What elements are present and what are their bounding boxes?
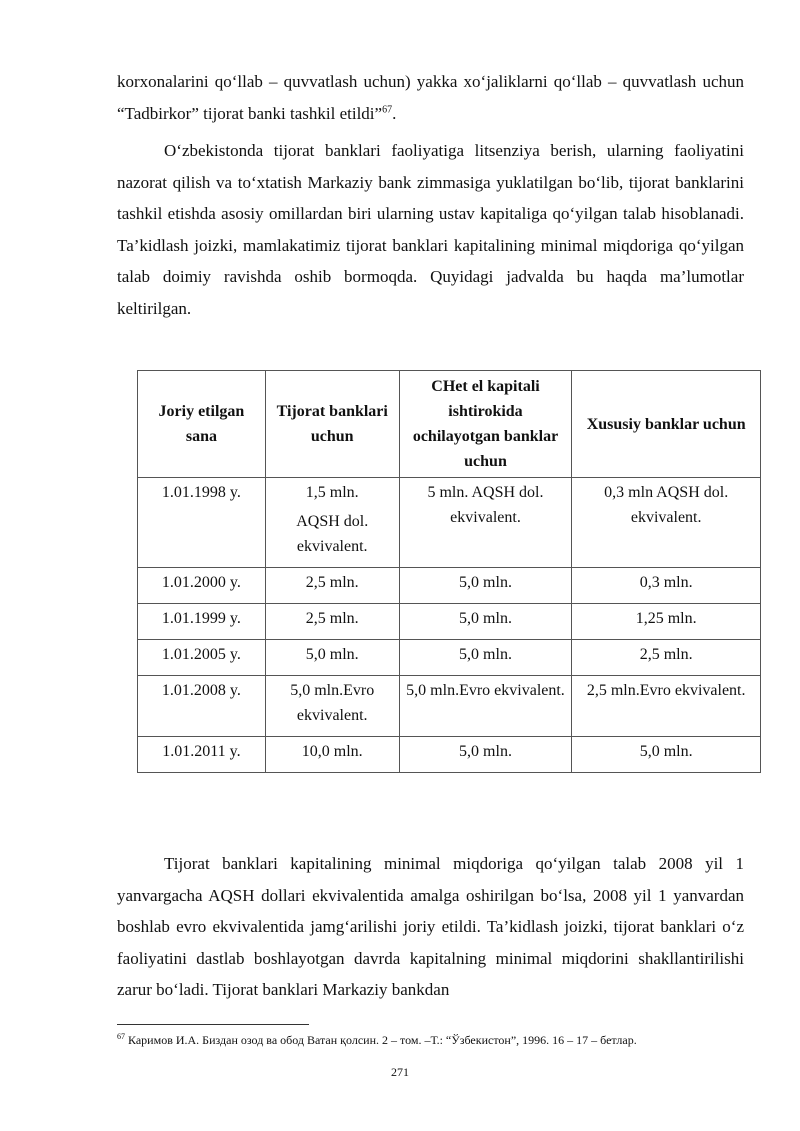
- cell-value: 1,5 mln.: [305, 484, 359, 501]
- table-cell: 1.01.2011 y.: [138, 737, 266, 773]
- table-cell: 1.01.2005 y.: [138, 640, 266, 676]
- header-private-banks: Xususiy banklar uchun: [572, 371, 761, 478]
- table-cell: [265, 478, 399, 568]
- footnote-divider: [117, 1024, 309, 1025]
- paragraph-capital-requirement: Tijorat banklari kapitalining minimal miqdoriga qo‘yilgan talab 2008 yil 1 yanvargacha AQSH dollari ekvivalentida amalga oshirilgan bo‘lsa, 2008 yil 1 yanvardan boshlab evro ekvivalentida jamg‘arilishi joriy etildi. Ta’kidlash joizki, tijorat banklari o‘z faoliyatini dastlab boshlayotgan davrda kapitalning minimal miqdorini shakllantirilishi zarur bo‘ladi. Tijorat banklari Markaziy bankdan: [117, 854, 744, 999]
- table-cell: 0,3 mln AQSH dol. ekvivalent.: [572, 478, 761, 568]
- table-cell: 5,0 mln.Evro ekvivalent.: [399, 676, 572, 737]
- table-cell: 5,0 mln.Evro ekvivalent.: [265, 676, 399, 737]
- table-row: [138, 478, 761, 568]
- footnote: [117, 1032, 637, 1048]
- table-cell: 1.01.1998 y.: [138, 478, 266, 568]
- paragraph-intro-end: .: [392, 103, 397, 123]
- table-cell: 1,25 mln.: [572, 604, 761, 640]
- table-cell: 10,0 mln.: [265, 737, 399, 773]
- table-cell: 5,0 mln.: [399, 568, 572, 604]
- table-row: [138, 604, 761, 640]
- footnote-text: Каримов И.А. Биздан озод ва обод Ватан қолсин. 2 – том. –Т.: “Ўзбекистон”, 1996. 16 – 17 – бетлар.: [125, 1033, 637, 1047]
- table-cell: 5,0 mln.: [399, 737, 572, 773]
- table-header-row: [138, 371, 761, 478]
- table-cell: 5,0 mln.: [399, 604, 572, 640]
- header-commercial-banks: Tijorat banklari uchun: [265, 371, 399, 478]
- table-cell: 1.01.1999 y.: [138, 604, 266, 640]
- table-cell: 5,0 mln.: [399, 640, 572, 676]
- table-cell: 2,5 mln.: [572, 640, 761, 676]
- table-cell: 2,5 mln.Evro ekvivalent.: [572, 676, 761, 737]
- footnote-number: 67: [117, 1032, 125, 1041]
- table-cell: 1.01.2008 y.: [138, 676, 266, 737]
- paragraph-intro-text: korxonalarini qo‘llab – quvvatlash uchun) yakka xo‘jaliklarni qo‘llab – quvvatlash uchun “Tadbirkor” tijorat banki tashkil etildi”: [117, 72, 744, 123]
- table-cell: 5 mln. AQSH dol. ekvivalent.: [399, 478, 572, 568]
- table-row: [138, 568, 761, 604]
- paragraph-intro: [117, 66, 744, 129]
- footnote-ref-marker: 67: [382, 103, 393, 115]
- table-cell: 5,0 mln.: [572, 737, 761, 773]
- table-cell: 0,3 mln.: [572, 568, 761, 604]
- paragraph-licensing: O‘zbekistonda tijorat banklari faoliyatiga litsenziya berish, ularning faoliyatini nazorat qilish va to‘xtatish Markaziy bank zimmasiga yuklatilgan bo‘lib, tijorat banklarini tashkil etishda asosiy omillardan biri ularning ustav kapitaliga qo‘yilgan talab hisoblanadi. Ta’kidlash joizki, mamlakatimiz tijorat banklari kapitalining minimal miqdoriga qo‘yilgan talab doimiy ravishda oshib bormoqda. Quyidagi jadvalda bu haqda ma’lumotlar keltirilgan.: [117, 141, 744, 318]
- table-row: [138, 676, 761, 737]
- table-cell: 2,5 mln.: [265, 568, 399, 604]
- table-cell: 1.01.2000 y.: [138, 568, 266, 604]
- table-cell: 5,0 mln.: [265, 640, 399, 676]
- table-row: [138, 640, 761, 676]
- table-cell: 2,5 mln.: [265, 604, 399, 640]
- header-date: Joriy etilgan sana: [138, 371, 266, 478]
- page-number: 271: [391, 1065, 409, 1079]
- header-foreign-capital-banks: CHet el kapitali ishtirokida ochilayotgan banklar uchun: [399, 371, 572, 478]
- table-row: [138, 737, 761, 773]
- cell-note: AQSH dol. ekvivalent.: [296, 513, 369, 555]
- capital-requirements-table: [137, 370, 761, 773]
